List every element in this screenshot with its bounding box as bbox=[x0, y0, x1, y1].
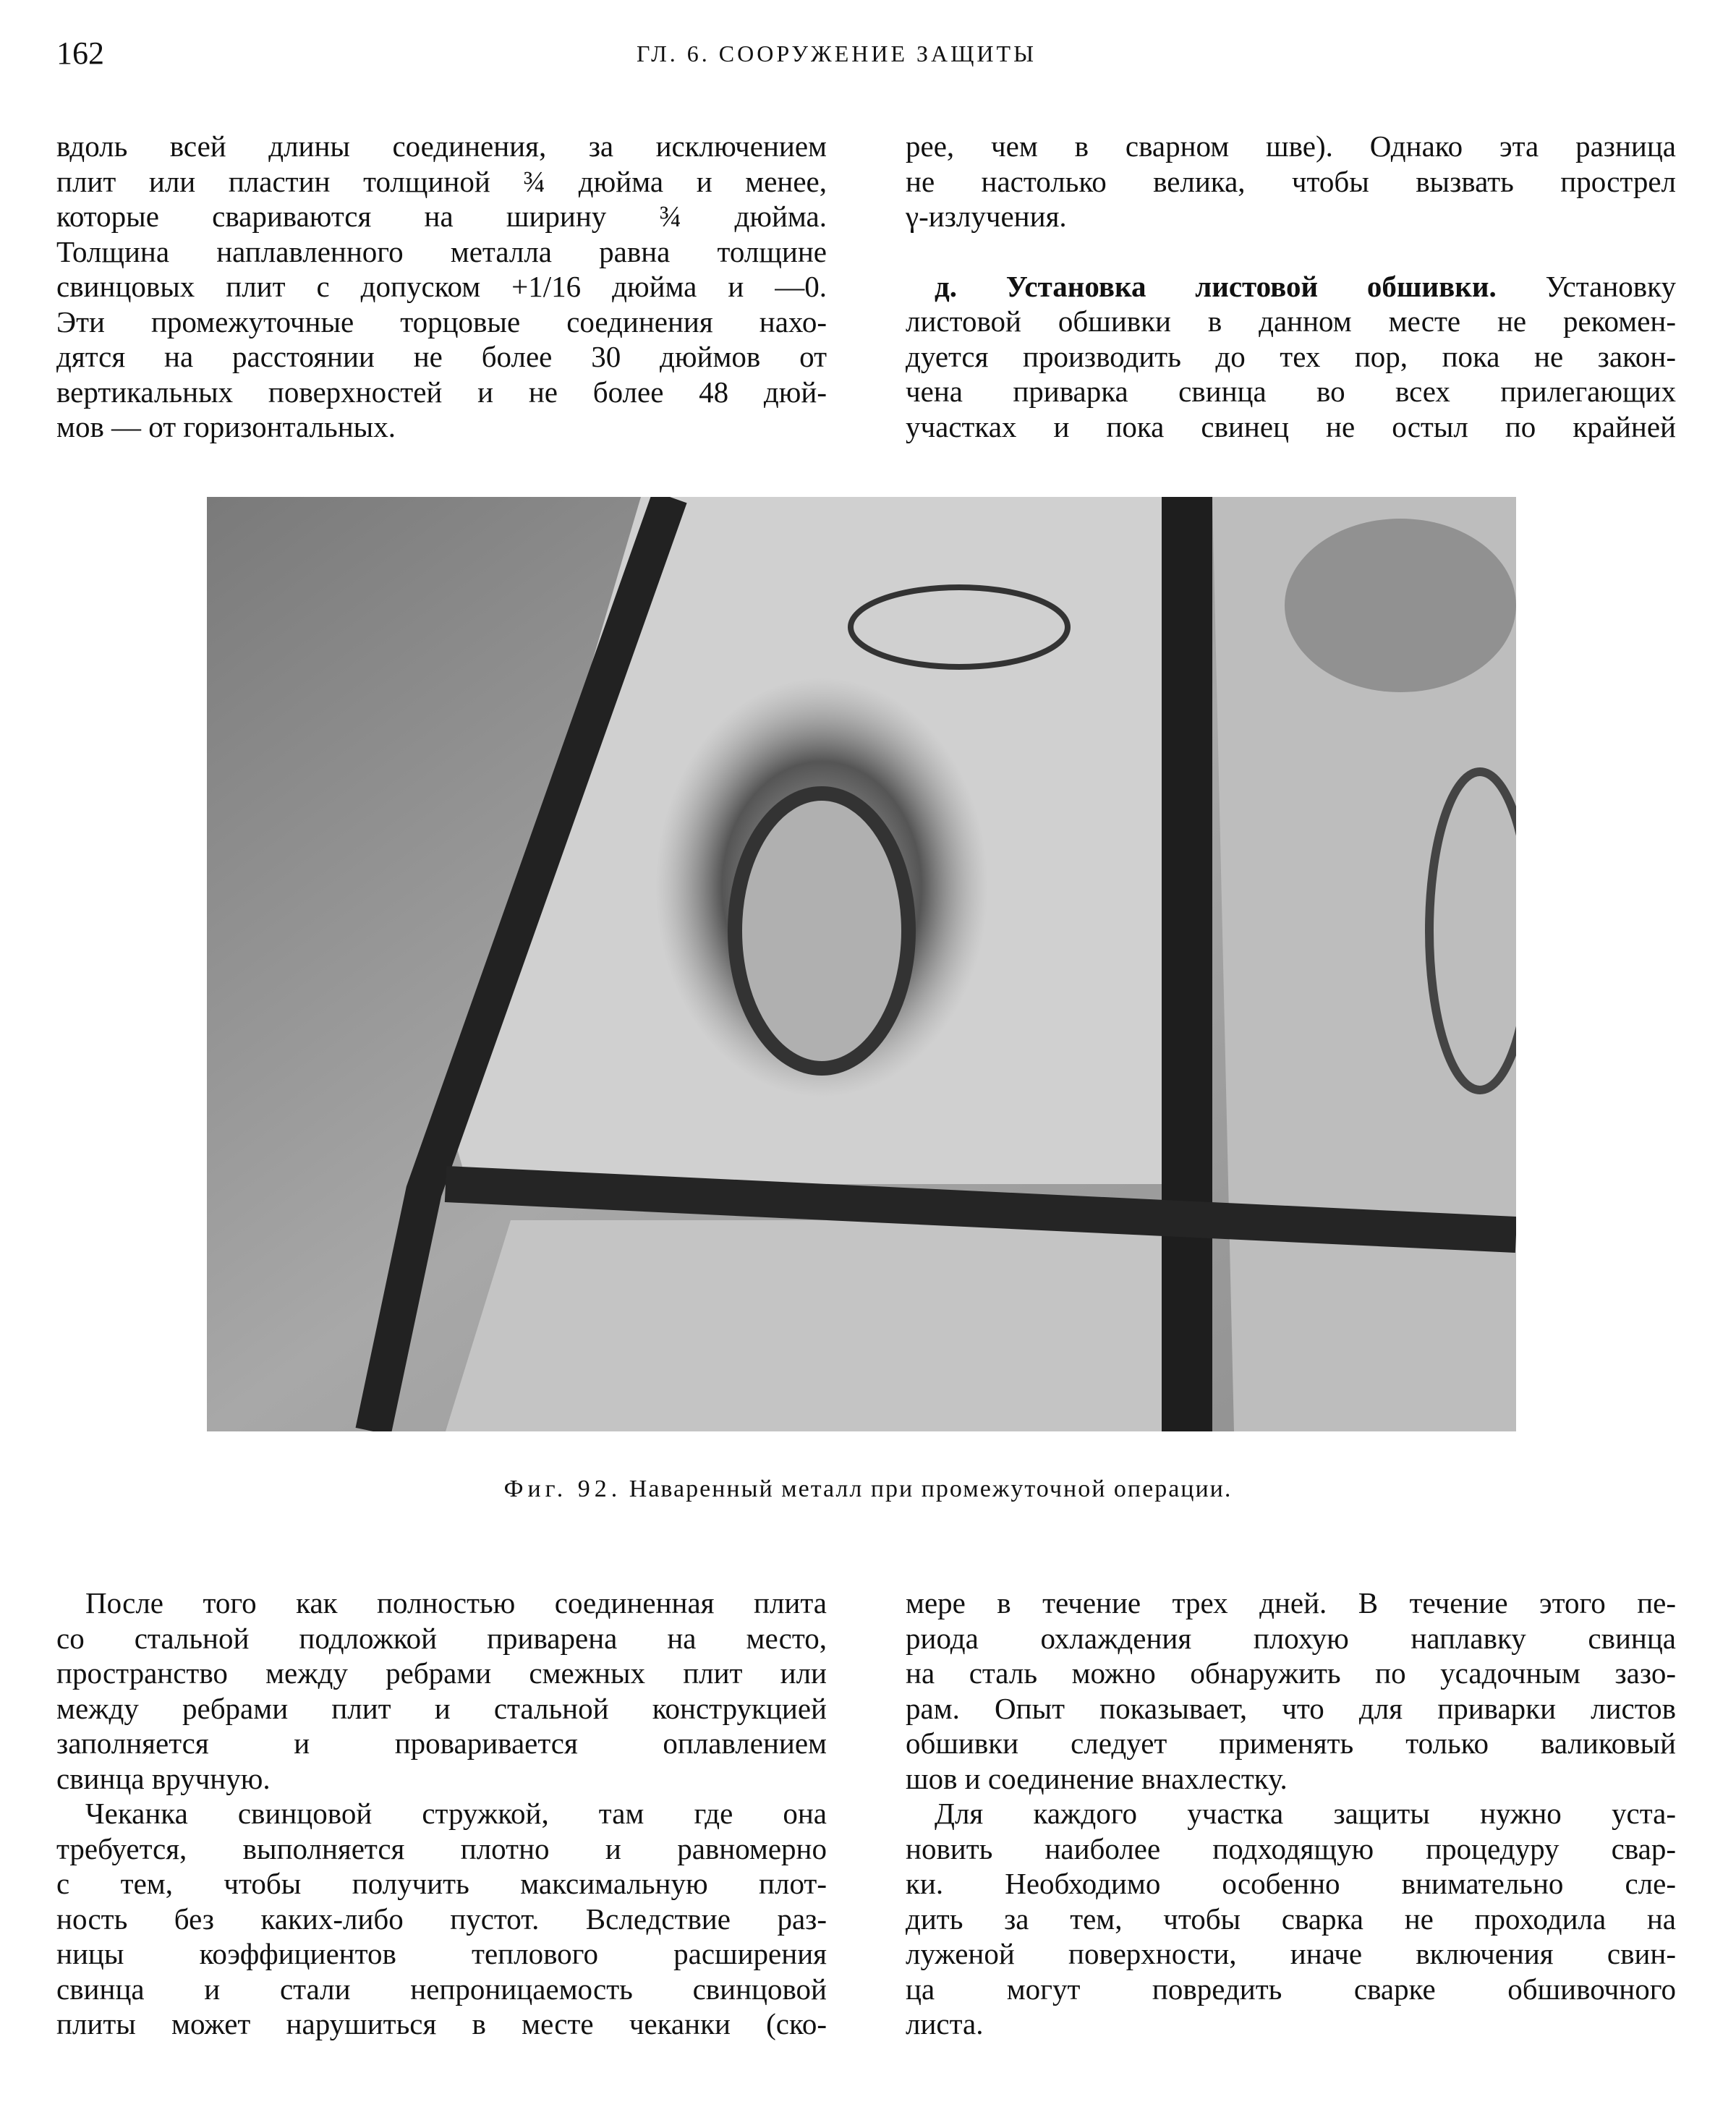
text-line: Толщина наплавленного металла равна толщине bbox=[56, 234, 827, 268]
text-line: между ребрами плит и стальной конструкцией bbox=[56, 1691, 827, 1725]
text-line: вдоль всей длины соединения, за исключением bbox=[56, 129, 827, 163]
text-line: не настолько велика, чтобы вызвать прострел bbox=[906, 164, 1676, 198]
text-line: Чеканка свинцовой стружкой, там где она bbox=[85, 1797, 827, 1830]
text-line: ность без каких-либо пустот. Вследствие раз- bbox=[56, 1902, 827, 1936]
text-line: участках и пока свинец не остыл по крайней bbox=[906, 409, 1676, 443]
text-line: листовой обшивки в данном месте не рекомен- bbox=[906, 305, 1676, 338]
section-d-heading: д. Установка листовой обшивки. bbox=[935, 269, 1497, 303]
text-line: вертикальных поверхностей и не более 48 дюй- bbox=[56, 375, 827, 409]
figure-caption bbox=[0, 1476, 1736, 1503]
running-title: ГЛ. 6. СООРУЖЕНИЕ ЗАЩИТЫ bbox=[637, 41, 1037, 67]
text-line: Для каждого участка защиты нужно уста- bbox=[935, 1797, 1676, 1830]
text-line: ца могут повредить сварке обшивочного bbox=[906, 1972, 1676, 2006]
figure-photo bbox=[207, 497, 1516, 1431]
text-line: плиты может нарушиться в месте чеканки (ско- bbox=[56, 2007, 827, 2040]
page-number: 162 bbox=[56, 35, 104, 71]
text-line: ницы коэффициентов теплового расширения bbox=[56, 1937, 827, 1970]
text-line: чена приварка свинца во всех прилегающих bbox=[906, 375, 1676, 408]
text-line: со стальной подложкой приварена на место, bbox=[56, 1621, 827, 1655]
text-line: листа. bbox=[906, 2007, 984, 2040]
text-line: шов и соединение внахлестку. bbox=[906, 1761, 1288, 1795]
text-line: дить за тем, чтобы сварка не проходила на bbox=[906, 1902, 1676, 1936]
text-line: пространство между ребрами смежных плит или bbox=[56, 1656, 827, 1690]
text-line: требуется, выполняется плотно и равномерно bbox=[56, 1831, 827, 1865]
text-line: заполняется и проваривается оплавлением bbox=[56, 1727, 827, 1760]
text-line: которые свариваются на ширину ¾ дюйма. bbox=[56, 200, 827, 233]
text-line: свинца вручную. bbox=[56, 1761, 271, 1795]
text-line: ки. Необходимо особенно внимательно сле- bbox=[906, 1867, 1676, 1900]
figure-label: Фиг. 92. bbox=[503, 1476, 622, 1502]
text-line: новить наиболее подходящую процедуру свар- bbox=[906, 1831, 1676, 1865]
section-d-first-line: д. Установка листовой обшивки. Установку bbox=[935, 269, 1676, 303]
bottom-right-column bbox=[906, 1585, 1676, 2042]
text-line: с тем, чтобы получить максимальную плот- bbox=[56, 1867, 827, 1900]
text-line: После того как полностью соединенная плита bbox=[85, 1586, 827, 1619]
bottom-left-column bbox=[56, 1585, 827, 2042]
text-line: рам. Опыт показывает, что для приварки листов bbox=[906, 1691, 1676, 1725]
text-line: плит или пластин толщиной ¾ дюйма и менее, bbox=[56, 164, 827, 198]
text-line: на сталь можно обнаружить по усадочным зазо- bbox=[906, 1656, 1676, 1690]
text-line: дятся на расстоянии не более 30 дюймов от bbox=[56, 340, 827, 373]
text-line: γ-излучения. bbox=[906, 200, 1067, 233]
text-line: свинца и стали непроницаемость свинцовой bbox=[56, 1972, 827, 2006]
top-right-column bbox=[906, 129, 1676, 444]
text-line: мере в течение трех дней. В течение этого пе- bbox=[906, 1586, 1676, 1619]
text-line: мов — от горизонтальных. bbox=[56, 410, 396, 443]
text-line: обшивки следует применять только валиковый bbox=[906, 1727, 1676, 1760]
text-line: дуется производить до тех пор, пока не закон- bbox=[906, 339, 1676, 373]
figure-caption-text: Наваренный металл при промежуточной операции. bbox=[629, 1476, 1233, 1502]
text-line: луженой поверхности, иначе включения свин- bbox=[906, 1937, 1676, 1970]
text-line: риода охлаждения плохую наплавку свинца bbox=[906, 1621, 1676, 1655]
weld-seam-vertical bbox=[1162, 497, 1212, 1431]
text-line: Эти промежуточные торцовые соединения нахо- bbox=[56, 305, 827, 339]
top-left-column bbox=[56, 129, 827, 445]
text-line: рее, чем в сварном шве). Однако эта разница bbox=[906, 129, 1676, 163]
text-line: свинцовых плит с допуском +1/16 дюйма и —0. bbox=[56, 270, 827, 303]
